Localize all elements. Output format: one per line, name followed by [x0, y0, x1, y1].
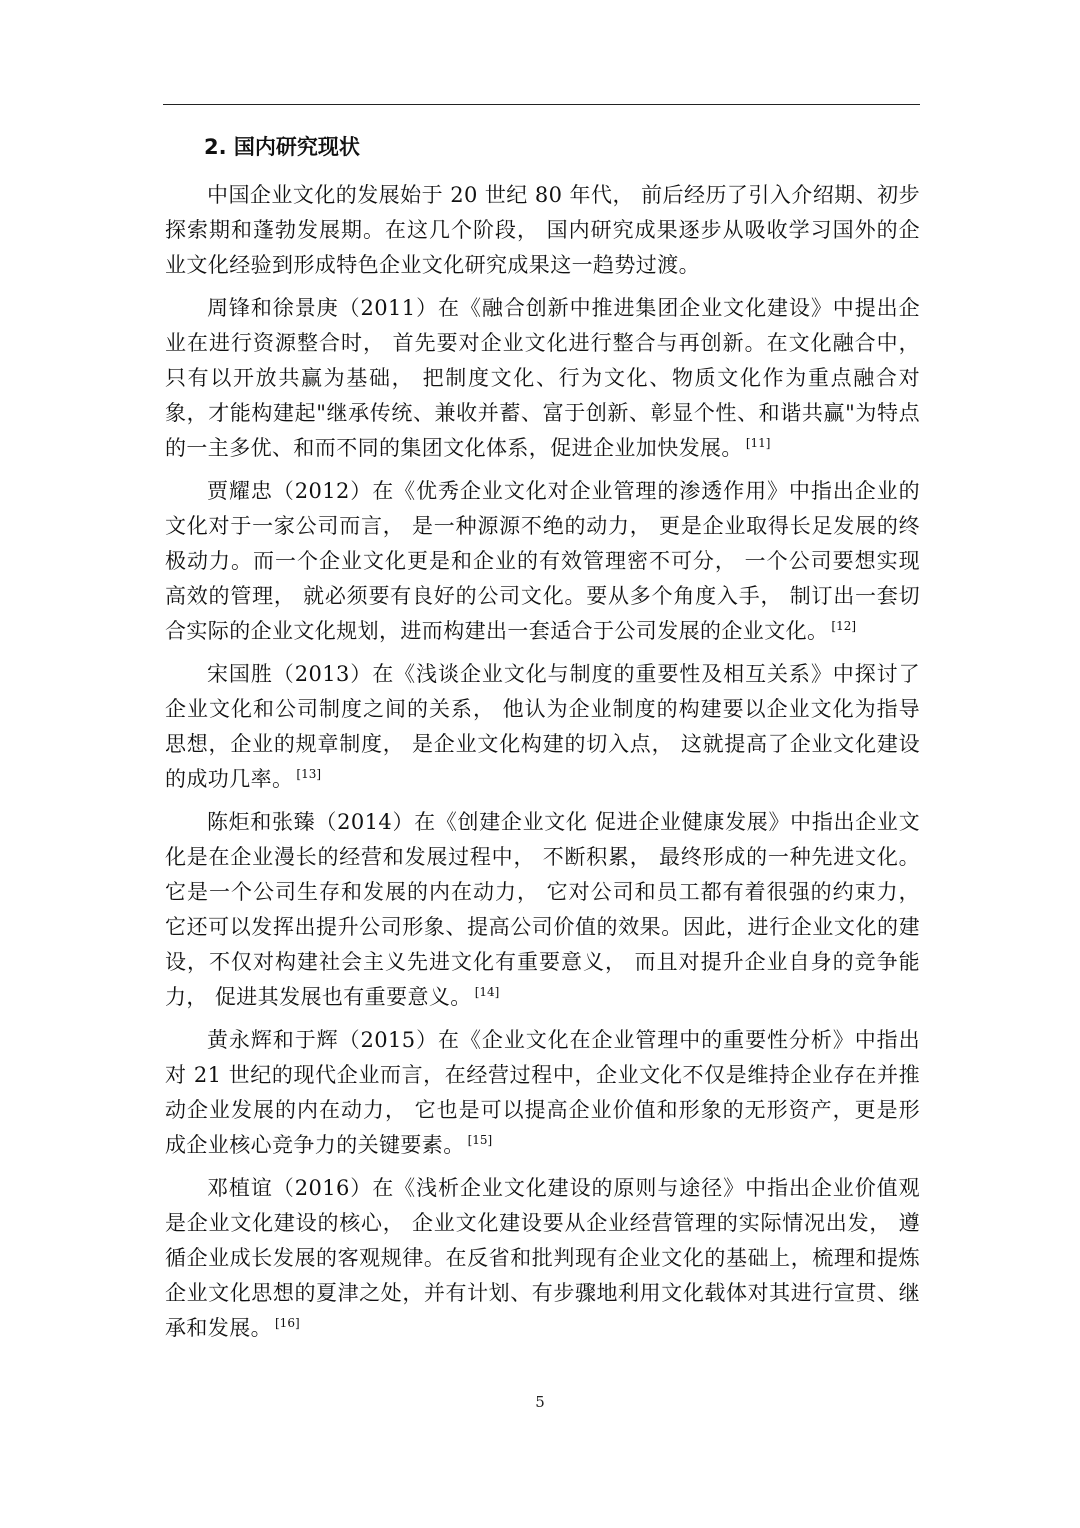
paragraph-zhou-2011	[165, 291, 920, 466]
citation-marker: [15]	[467, 1133, 493, 1147]
paragraph-jia-2012	[165, 474, 920, 649]
paragraph-song-2013	[165, 657, 920, 797]
citation-marker: [16]	[275, 1316, 300, 1330]
paragraph-text: 陈炬和张臻（2014）在《创建企业文化 促进企业健康发展》中指出企业文化是在企业漫长的经营和发展过程中， 不断积累， 最终形成的一种先进文化。它是一个公司生存和发展的内在动力， 它对公司和员工都有着很强的约束力， 它还可以发挥出提升公司形象、提高公司价值的效果。因此，进行企业文化的建设，不仅对构建社会主义先进文化有重要意义， 而且对提升企业自身的竞争能力， 促进其发展也有重要意义。	[165, 810, 920, 1009]
page-number: 5	[535, 1393, 545, 1411]
paragraph-text: 贾耀忠（2012）在《优秀企业文化对企业管理的渗透作用》中指出企业的文化对于一家公司而言， 是一种源源不绝的动力， 更是企业取得长足发展的终极动力。而一个企业文化更是和企业的有效管理密不可分， 一个公司要想实现高效的管理， 就必须要有良好的公司文化。要从多个角度入手， 制订出一套切合实际的企业文化规划，进而构建出一套适合于公司发展的企业文化。	[165, 479, 920, 643]
paragraph-huang-2015	[165, 1023, 920, 1163]
paragraph-text: 周锋和徐景庚（2011）在《融合创新中推进集团企业文化建设》中提出企业在进行资源整合时， 首先要对企业文化进行整合与再创新。在文化融合中， 只有以开放共赢为基础， 把制度文化、行为文化、物质文化作为重点融合对象，才能构建起"继承传统、兼收并蓄、富于创新、彰显个性、和谐共赢"为特点的一主多优、和而不同的集团文化体系，促进企业加快发展。	[165, 296, 920, 460]
citation-marker: [11]	[745, 436, 771, 450]
paragraph-text: 黄永辉和于辉（2015）在《企业文化在企业管理中的重要性分析》中指出对 21 世纪的现代企业而言，在经营过程中，企业文化不仅是维持企业存在并推动企业发展的内在动力， 它也是可以提高企业价值和形象的无形资产，更是形成企业核心竞争力的关键要素。	[165, 1028, 920, 1157]
citation-marker: [14]	[474, 985, 500, 999]
paragraph-text: 宋国胜（2013）在《浅谈企业文化与制度的重要性及相互关系》中探讨了企业文化和公司制度之间的关系， 他认为企业制度的构建要以企业文化为指导思想，企业的规章制度， 是企业文化构建的切入点， 这就提高了企业文化建设的成功几率。	[165, 662, 920, 791]
header-rule	[163, 104, 920, 105]
paragraph-intro	[165, 178, 920, 283]
section-heading: 2. 国内研究现状	[204, 135, 360, 159]
paragraph-deng-2016	[165, 1171, 920, 1346]
paragraph-chen-2014	[165, 805, 920, 1015]
paragraph-text: 中国企业文化的发展始于 20 世纪 80 年代， 前后经历了引入介绍期、初步探索期和蓬勃发展期。在这几个阶段， 国内研究成果逐步从吸收学习国外的企业文化经验到形成特色企业文化研究成果这一趋势过渡。	[165, 183, 920, 277]
citation-marker: [13]	[296, 767, 322, 781]
citation-marker: [12]	[831, 619, 857, 633]
body-text	[165, 178, 920, 1354]
paragraph-text: 邓植谊（2016）在《浅析企业文化建设的原则与途径》中指出企业价值观是企业文化建设的核心， 企业文化建设要从企业经营管理的实际情况出发， 遵循企业成长发展的客观规律。在反省和批判现有企业文化的基础上，梳理和提炼企业文化思想的夏津之处，并有计划、有步骤地利用文化载体对其进行宣贯、继承和发展。	[165, 1176, 920, 1340]
